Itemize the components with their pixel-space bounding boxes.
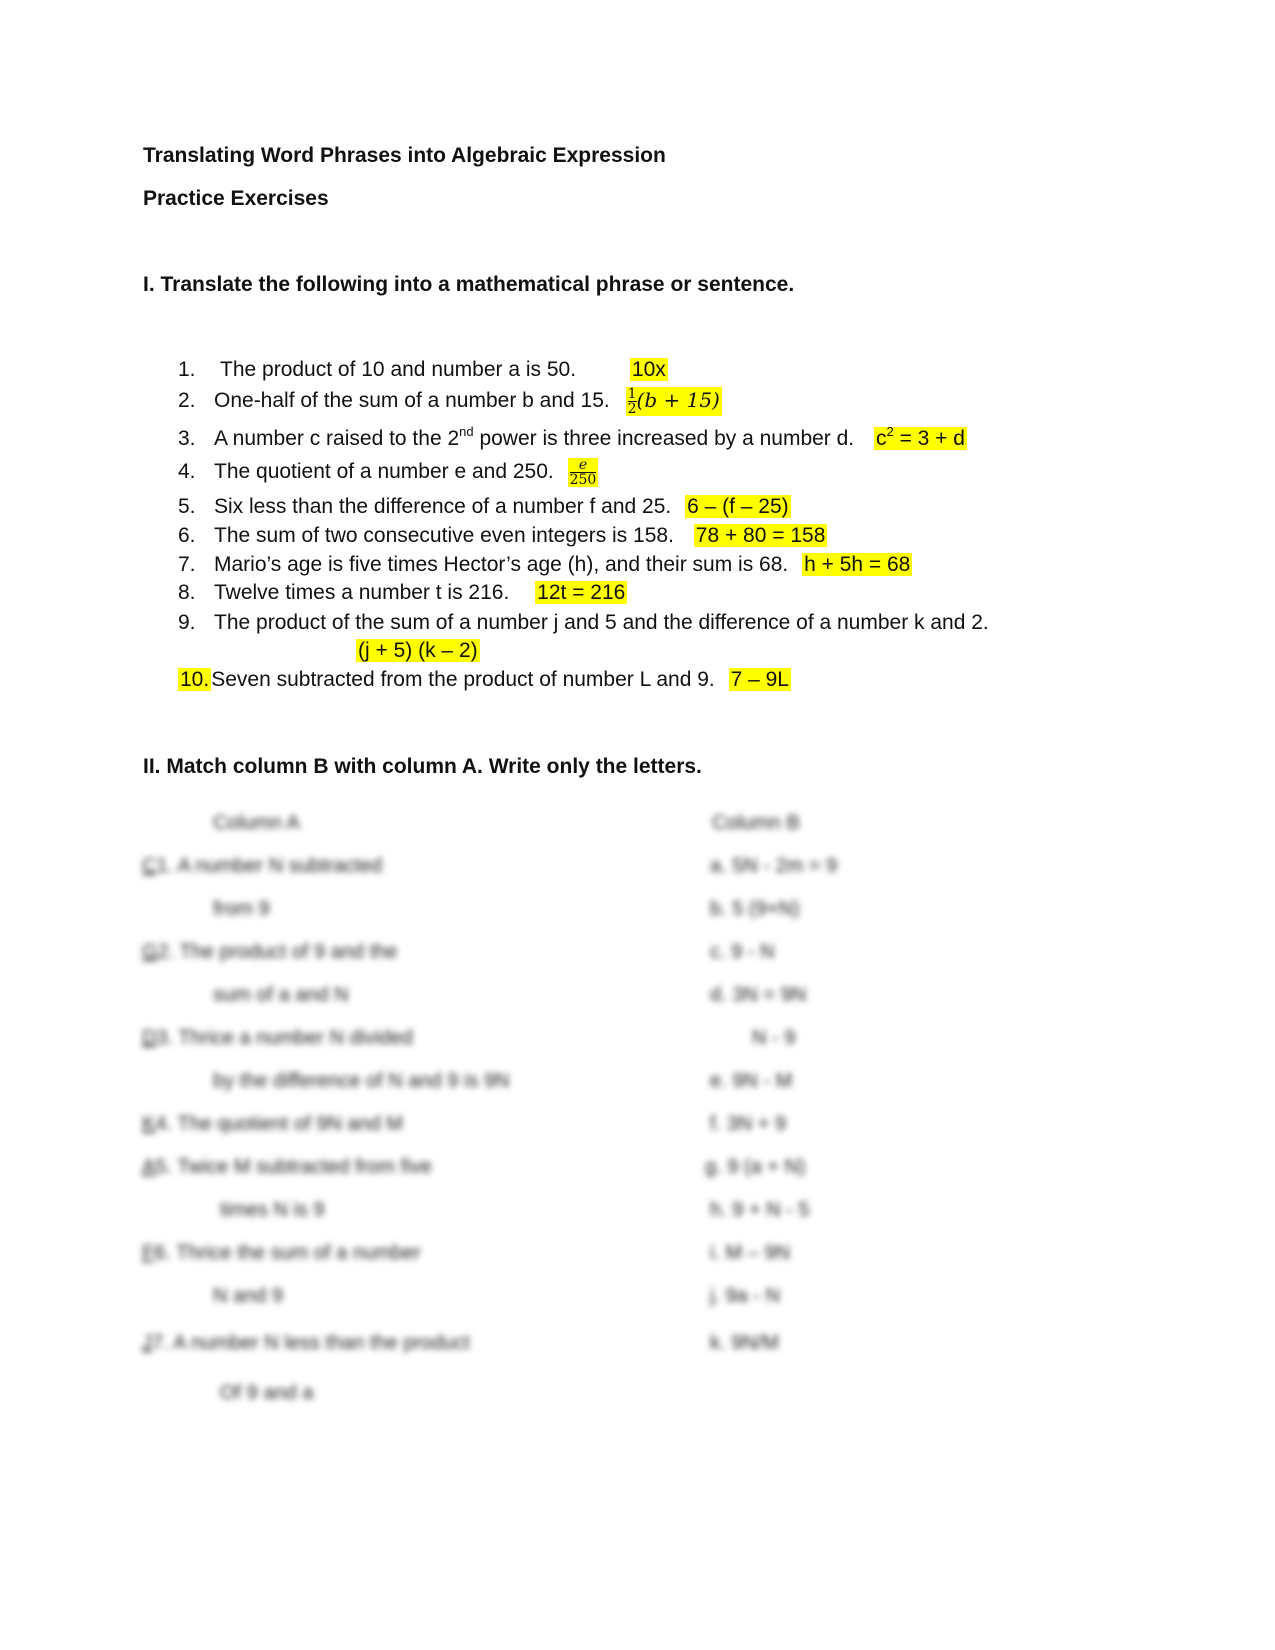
fraction: $\frac{1}{2}$ [627,386,637,417]
fraction: $\frac{e}{250}$ [569,457,597,488]
column-b-item: k. 9N/M [710,1332,779,1354]
column-a-item: G2. The product of 9 and the [142,941,398,963]
column-a-item-cont: sum of a and N [213,984,349,1006]
item-number: 10. [180,668,210,691]
column-a-item-cont: N and 9 [213,1285,284,1307]
column-a-item: K4. The quotient of 9N and M [142,1113,403,1135]
column-a-item-cont: from 9 [213,898,270,920]
column-b-item: N - 9 [752,1027,796,1049]
item-answer: $\frac{1}{2}$ (b + 15) [627,386,720,417]
column-a-item: A5. Twice M subtracted from five [142,1156,432,1178]
column-a-item: J7. A number N less than the product [142,1332,470,1354]
item-text: Seven subtracted from the product of number L and 9. [211,668,715,691]
column-a-item-cont: by the difference of N and 9 is 9N [213,1070,510,1092]
item-number: 3. [178,427,196,450]
column-a-header: Column A [213,812,300,834]
item-answer: $c^2 = 3 + d$ [876,424,965,450]
column-b-item: d. 3N = 9N [710,984,807,1006]
column-b-item: e. 9N - M [710,1070,793,1092]
item-number: 6. [178,524,196,547]
section-2-heading: II. Match column B with column A. Write only the letters. [143,755,702,778]
item-number: 9. [178,611,196,634]
item-text: Mario’s age is five times Hector’s age (h), and their sum is 68. [214,553,789,576]
item-number: 1. [178,358,196,381]
column-a-item-cont: times N is 9 [220,1199,325,1221]
column-a-item: F6. Thrice the sum of a number [142,1242,421,1264]
column-b-item: j. 9a - N [710,1285,781,1307]
item-number: 2. [178,389,196,413]
column-b-item: b. 5 (9+N) [710,898,800,920]
column-b-item: a. 5N - 2m = 9 [710,855,838,877]
column-a-item: C1. A number N subtracted [142,855,383,877]
item-answer: 7 – 9L [730,668,789,691]
section-1-heading: I. Translate the following into a mathematical phrase or sentence. [143,273,795,296]
item-number: 7. [178,553,196,576]
item-answer: 78 + 80 = 158 [695,524,826,547]
item-text: Six less than the difference of a number f and 25. [214,495,672,518]
column-b-header: Column B [712,812,800,834]
item-text: Twelve times a number t is 216. [214,581,510,604]
item-text: The product of 10 and number a is 50. [220,358,577,381]
column-b-item: h. 9 + N - 5 [710,1199,810,1221]
column-b-item: c. 9 - N [710,941,775,963]
column-b-item: i. M – 9N [710,1242,791,1264]
column-b-item: f. 3N + 9 [710,1113,787,1135]
item-number: 5. [178,495,196,518]
column-b-item: g. 9 (a + N) [705,1156,806,1178]
page-title: Translating Word Phrases into Algebraic Expression [143,144,666,167]
item-number: 8. [178,581,196,604]
item-answer: 6 – (f – 25) [687,495,789,518]
item-answer: 12t = 216 [537,581,626,604]
item-text: The product of the sum of a number j and 5 and the difference of a number k and 2. [214,611,989,634]
item-number: 4. [178,460,196,484]
item-text: One-half of the sum of a number b and 15. [214,389,610,413]
column-a-item: D3. Thrice a number N divided [142,1027,413,1049]
item-answer: 10x [631,358,666,381]
item-answer: h + 5h = 68 [804,553,911,576]
item-text: A number c raised to the 2nd power is three increased by a number d. [214,424,855,450]
page-subtitle: Practice Exercises [143,187,329,210]
column-a-item-cont: Of 9 and a [220,1382,314,1404]
item-text: The sum of two consecutive even integers is 158. [214,524,674,547]
item-answer: (j + 5) (k – 2) [358,639,478,662]
item-text: The quotient of a number e and 250. [214,460,554,484]
